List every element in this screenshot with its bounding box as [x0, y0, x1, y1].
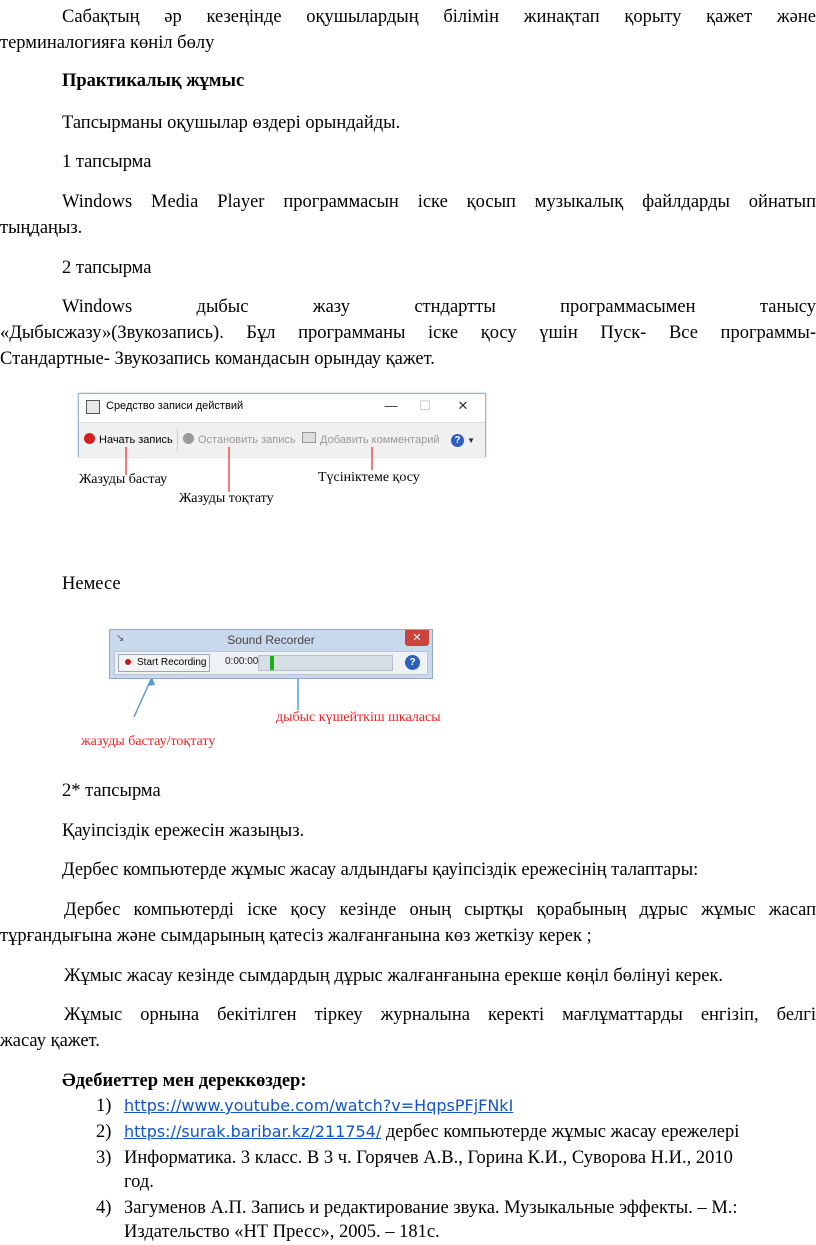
task2-line-1: Windows дыбыс жазу стндартты программасымен танысу [62, 297, 816, 317]
safety-rule-1-line-1: Дербес компьютерді іске қосу кезінде оның сыртқы қорабының дұрыс жұмыс жасап [64, 900, 816, 920]
task1-label: 1 тапсырма [62, 152, 152, 172]
safety-requirements: Дербес компьютерде жұмыс жасау алдындағы қауіпсіздік ережесінің талаптары: [62, 860, 699, 880]
reference-1 [124, 1093, 816, 1119]
task2-label: 2 тапсырма [62, 258, 152, 278]
reference-3-number: 3) [96, 1148, 112, 1168]
reference-2-link[interactable]: https://surak.baribar.kz/211754/ [124, 1122, 382, 1141]
reference-1-number: 1) [96, 1096, 112, 1116]
intro-line-2: терминалогияға көнiл бөлу [0, 33, 215, 53]
steps-recorder-title: Средство записи действий [106, 400, 244, 412]
help-icon: ? [451, 434, 464, 447]
volume-meter [258, 655, 393, 671]
or-label: Немесе [62, 574, 121, 594]
maximize-icon[interactable]: ☐ [419, 398, 431, 413]
reference-2-text: дербес компьютерде жұмыс жасау ережелері [381, 1122, 740, 1142]
sound-recorder-help-icon[interactable]: ? [405, 655, 420, 670]
reference-2-number: 2) [96, 1122, 112, 1142]
task2star-label: 2* тапсырма [62, 781, 161, 801]
annotation-meter: дыбыс күшейткіш шкаласы [276, 710, 441, 725]
reference-4-line-2: Издательство «НТ Пресс», 2005. – 181с. [124, 1222, 440, 1242]
annotation-start: Жазуды бастау [79, 472, 168, 487]
safety-heading: Қауіпсіздік ережесін жазыңыз. [62, 821, 305, 841]
add-comment-label: Добавить комментарий [320, 434, 440, 446]
close-icon[interactable]: ✕ [457, 398, 469, 413]
reference-2 [124, 1119, 816, 1145]
sound-recorder-body [114, 651, 428, 675]
record-dot-icon [125, 659, 131, 665]
reference-3-line-2: год. [124, 1172, 154, 1192]
sound-recorder-window [109, 629, 433, 679]
chevron-down-icon[interactable]: ▼ [467, 436, 475, 445]
references-heading-text: Әдебиеттер мен дереккөздер: [62, 1071, 307, 1091]
start-recording-label: Start Recording [137, 657, 207, 668]
annotation-comment: Түсініктеме қосу [318, 470, 420, 485]
references-heading [0, 1068, 816, 1094]
heading-practical-text: Практикалық жұмыс [62, 71, 245, 91]
paragraph-self-work: Тапсырманы оқушылар өздері орындайды. [62, 113, 401, 133]
annotation-stop: Жазуды тоқтату [179, 491, 274, 506]
reference-1-link[interactable]: https://www.youtube.com/watch?v=HqpsPFjFNkI [124, 1096, 514, 1115]
minimize-icon[interactable]: — [384, 398, 398, 413]
safety-rule-2: Жұмыс жасау кезінде сымдардың дұрыс жалғанғанына ерекше көңіл бөлінуі керек. [64, 966, 724, 986]
start-record-label: Начать запись [99, 434, 173, 446]
sound-recorder-close-icon[interactable]: ✕ [405, 630, 429, 646]
reference-4-number: 4) [96, 1198, 112, 1218]
task2-line-2: «Дыбысжазу»(Звукозапись). Бұл программаны іске қосу үшін Пуск- Все программы- [0, 323, 816, 343]
safety-rule-3-line-2: жасау қажет. [0, 1031, 100, 1051]
microphone-icon: ↘ [116, 633, 125, 644]
task1-line-2: тыңдаңыз. [0, 218, 83, 238]
safety-rule-3-line-1: Жұмыс орнына бекітілген тіркеу журналына керекті мағлұматтарды енгізіп, белгі [64, 1005, 816, 1025]
recording-time: 0:00:00 [225, 656, 259, 667]
reference-4-line-1: Загуменов А.П. Запись и редактирование звука. Музыкальные эффекты. – М.: [124, 1198, 738, 1218]
reference-3-line-1: Информатика. 3 класс. В 3 ч. Горячев А.В., Горина К.И., Суворова Н.И., 2010 [124, 1148, 733, 1168]
start-recording-button[interactable] [118, 654, 210, 672]
stop-record-label: Остановить запись [198, 434, 296, 446]
task1-line-1: Windows Media Player программасын іске қосып музыкалық файлдарды ойнатып [62, 192, 816, 212]
sound-recorder-title: Sound Recorder [227, 633, 315, 647]
annotation-start-stop: жазуды бастау/тоқтату [81, 734, 216, 749]
intro-line-1: Сабақтың әр кезеңінде оқушылардың білімін жинақтап қорыту қажет және [62, 7, 816, 27]
task2-line-3: Стандартные- Звукозапись командасын орындау қажет. [0, 349, 435, 369]
safety-rule-1-line-2: тұрғандығына және сымдарының қатесіз жалғанғанына көз жеткізу керек ; [0, 926, 592, 946]
volume-meter-fill [270, 656, 274, 670]
